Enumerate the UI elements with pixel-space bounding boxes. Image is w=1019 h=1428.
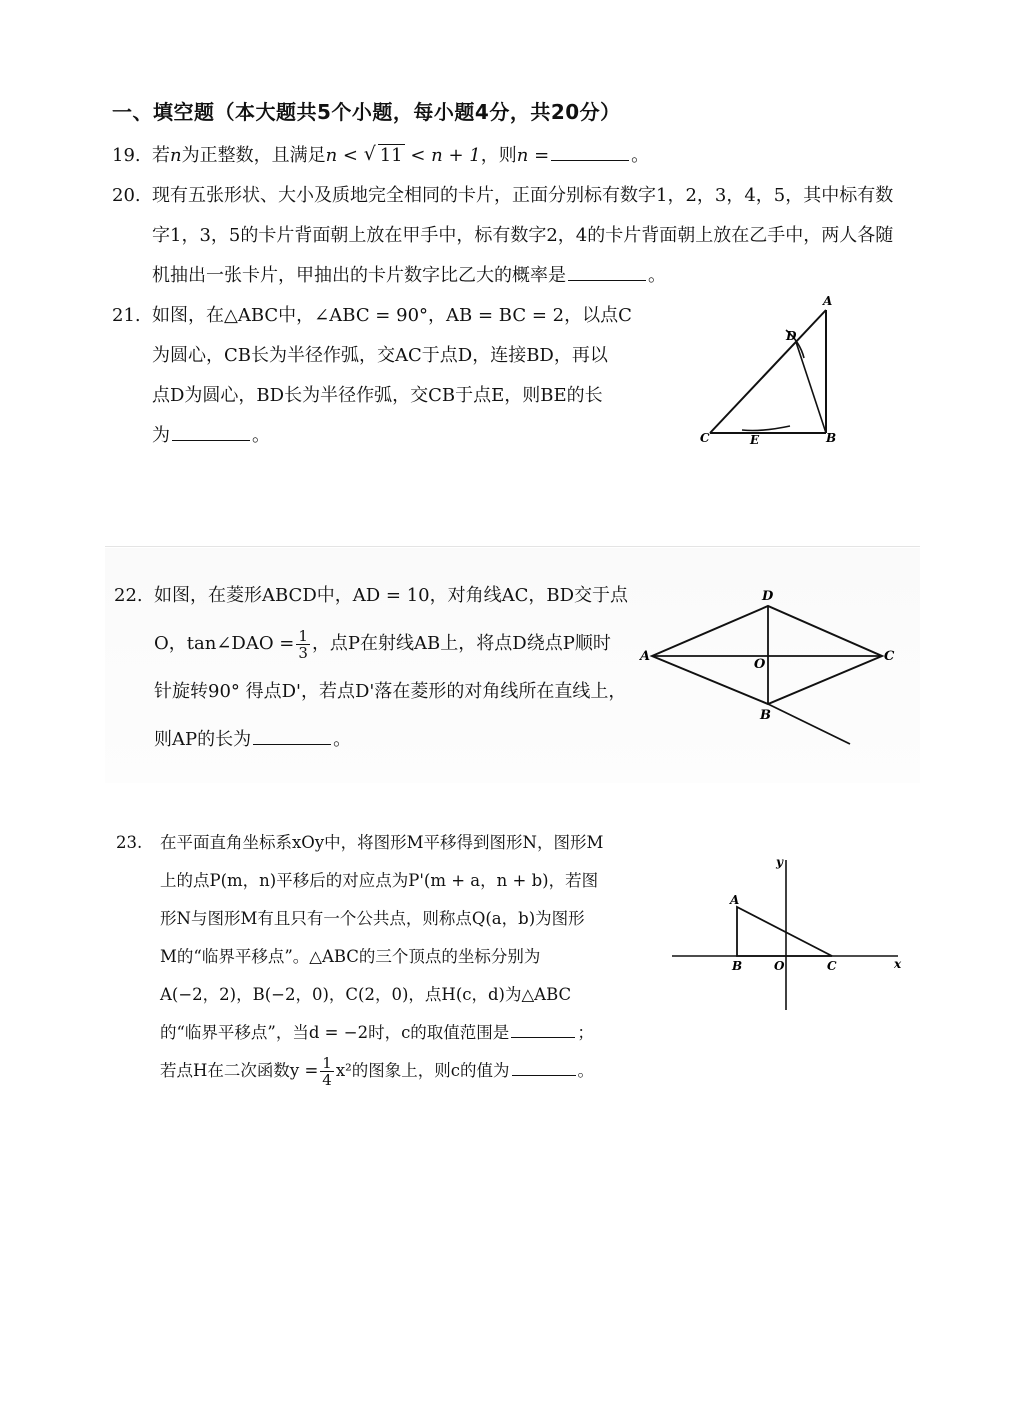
label-e: E: [750, 433, 760, 447]
ray-ab: [768, 704, 850, 744]
coordinate-plane-figure: [666, 850, 916, 1015]
arc-at-e: [742, 426, 790, 431]
rhombus: [652, 606, 882, 704]
divider: [105, 546, 920, 547]
triangle-abc: [737, 907, 832, 956]
question-number: 21.: [112, 305, 141, 326]
question-number: 19.: [112, 145, 141, 166]
label-a: A: [730, 893, 740, 907]
label-c: C: [700, 431, 710, 445]
label-a: A: [640, 649, 651, 664]
question-number: 22.: [114, 585, 143, 606]
triangle-abc-figure: [690, 290, 850, 450]
side-ac: [710, 310, 826, 433]
segment-bd: [796, 342, 826, 433]
label-d: D: [762, 589, 774, 604]
label-d: D: [786, 329, 797, 343]
question-21: 21. 如图，在△ABC中，∠ABC = 90°，AB = BC = 2，以点C 为圆心，CB长为半径作弧，交AC于点D，连接BD，再以 点D为圆心，BD长为半径作弧，交CB于点E，则BE的长 为 。: [112, 296, 672, 466]
answer-blank[interactable]: [172, 420, 250, 441]
question-number: 23.: [116, 833, 143, 852]
label-c: C: [827, 959, 837, 973]
label-x: x: [894, 957, 902, 971]
label-o: O: [774, 959, 785, 973]
question-number: 20.: [112, 185, 141, 206]
question-20: 20. 现有五张形状、大小及质地完全相同的卡片，正面分别标有数字1，2，3，4，5，其中标有数 字1，3，5的卡片背面朝上放在甲手中，标有数字2，4的卡片背面朝上放在乙手中，两人各随 机抽出一张卡片，甲抽出的卡片数字比乙大的概率是 。: [112, 176, 922, 296]
section-title: 一、填空题（本大题共5个小题，每小题4分，共20分）: [112, 100, 621, 124]
answer-blank[interactable]: [512, 1055, 576, 1076]
label-o: O: [754, 657, 766, 672]
label-b: B: [760, 708, 771, 723]
answer-blank[interactable]: [253, 724, 331, 745]
label-c: C: [884, 649, 895, 664]
label-b: B: [732, 959, 743, 973]
square-root: √ 11: [363, 143, 403, 166]
label-b: B: [826, 431, 837, 445]
label-a: A: [823, 294, 833, 308]
answer-blank[interactable]: [511, 1017, 575, 1038]
fraction-one-quarter: $\frac{1}{4}$: [322, 1054, 332, 1089]
question-22: 22. 如图，在菱形ABCD中，AD = 10，对角线AC，BD交于点 O，tan∠DAO = $\frac{1}{3}$ ，点P在射线AB上，将点D绕点P顺时 针旋转90° 得点D'，若点D'落在菱形的对角线所在直线上， 则AP的长为 。: [114, 572, 654, 772]
question-23: 23. 在平面直角坐标系xOy中，将图形M平移得到图形N，图形M 上的点P(m，n)平移后的对应点为P'(m + a，n + b)，若图 形N与图形M有且只有一个公共点，则称点Q(a，b)为图形 M的“临界平移点”。△ABC的三个顶点的坐标分别为 A(−2，2)，B(−2，0)，C(2，0)，点H(c，d)为△ABC 的“临界平移点”，当d = −2时，c的取值范围是 ； 若点H在二次函数y = $\frac{1}{4}$ x²的图象上，则c的值为 。: [116, 824, 676, 1094]
question-19: 19. 若n为正整数，且满足n < √ 11 < n + 1，则n = 。: [112, 136, 912, 176]
rhombus-abcd-figure: [636, 586, 906, 752]
answer-blank[interactable]: [551, 140, 629, 161]
label-y: y: [776, 855, 783, 869]
answer-blank[interactable]: [568, 260, 646, 281]
fraction-one-third: $\frac{1}{3}$: [298, 626, 308, 662]
